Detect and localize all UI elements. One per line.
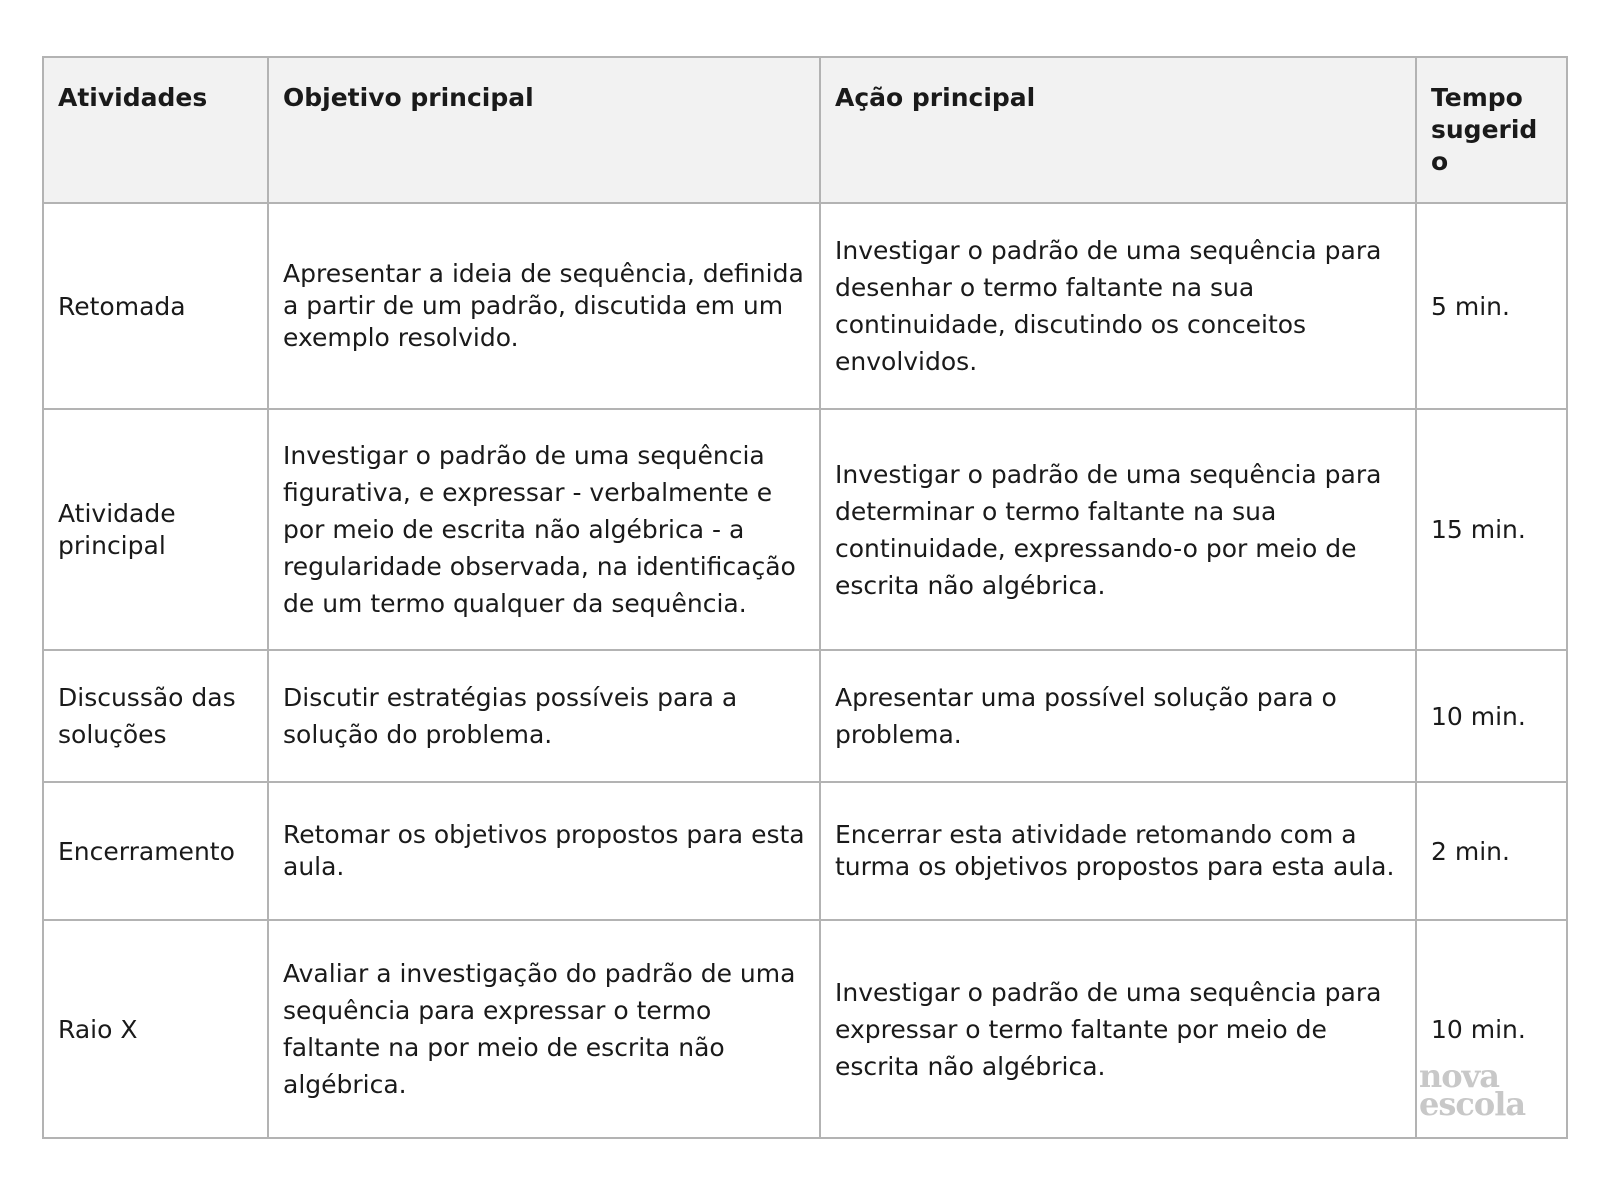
cell-tempo: 2 min. (1416, 782, 1567, 920)
table-header-row (43, 57, 1567, 203)
cell-objetivo: Discutir estratégias possíveis para a solução do problema. (268, 650, 820, 782)
nova-escola-logo (1419, 1057, 1526, 1123)
logo-line-1: nova (1419, 1057, 1499, 1095)
cell-acao: Investigar o padrão de uma sequência para determinar o termo faltante na sua continuidade, expressando-o por meio de escrita não algébrica. (820, 409, 1416, 650)
table-row (43, 920, 1567, 1138)
cell-tempo: 10 min. (1416, 650, 1567, 782)
header-atividades: Atividades (43, 57, 268, 203)
cell-atividade: Raio X (43, 920, 268, 1138)
table-row (43, 409, 1567, 650)
cell-tempo: 10 min. (1416, 920, 1567, 1138)
cell-acao: Investigar o padrão de uma sequência para expressar o termo faltante por meio de escrita não algébrica. (820, 920, 1416, 1138)
logo-line-2: escola (1419, 1085, 1526, 1123)
table-row (43, 203, 1567, 409)
cell-atividade: Discussão das soluções (43, 650, 268, 782)
cell-atividade: Encerramento (43, 782, 268, 920)
header-tempo-sugerido: Tempo sugerido (1416, 57, 1567, 203)
cell-tempo: 15 min. (1416, 409, 1567, 650)
cell-acao: Encerrar esta atividade retomando com a turma os objetivos propostos para esta aula. (820, 782, 1416, 920)
header-objetivo-principal: Objetivo principal (268, 57, 820, 203)
cell-objetivo: Avaliar a investigação do padrão de uma sequência para expressar o termo faltante na por meio de escrita não algébrica. (268, 920, 820, 1138)
cell-objetivo: Apresentar a ideia de sequência, definida a partir de um padrão, discutida em um exemplo resolvido. (268, 203, 820, 409)
lesson-plan-table (42, 56, 1568, 1139)
table-row (43, 782, 1567, 920)
cell-atividade: Atividade principal (43, 409, 268, 650)
cell-objetivo: Retomar os objetivos propostos para esta aula. (268, 782, 820, 920)
cell-objetivo: Investigar o padrão de uma sequência figurativa, e expressar - verbalmente e por meio de escrita não algébrica - a regularidade observada, na identificação de um termo qualquer da sequência. (268, 409, 820, 650)
cell-tempo: 5 min. (1416, 203, 1567, 409)
cell-atividade: Retomada (43, 203, 268, 409)
table-row (43, 650, 1567, 782)
cell-acao: Investigar o padrão de uma sequência para desenhar o termo faltante na sua continuidade, discutindo os conceitos envolvidos. (820, 203, 1416, 409)
cell-acao: Apresentar uma possível solução para o problema. (820, 650, 1416, 782)
header-acao-principal: Ação principal (820, 57, 1416, 203)
